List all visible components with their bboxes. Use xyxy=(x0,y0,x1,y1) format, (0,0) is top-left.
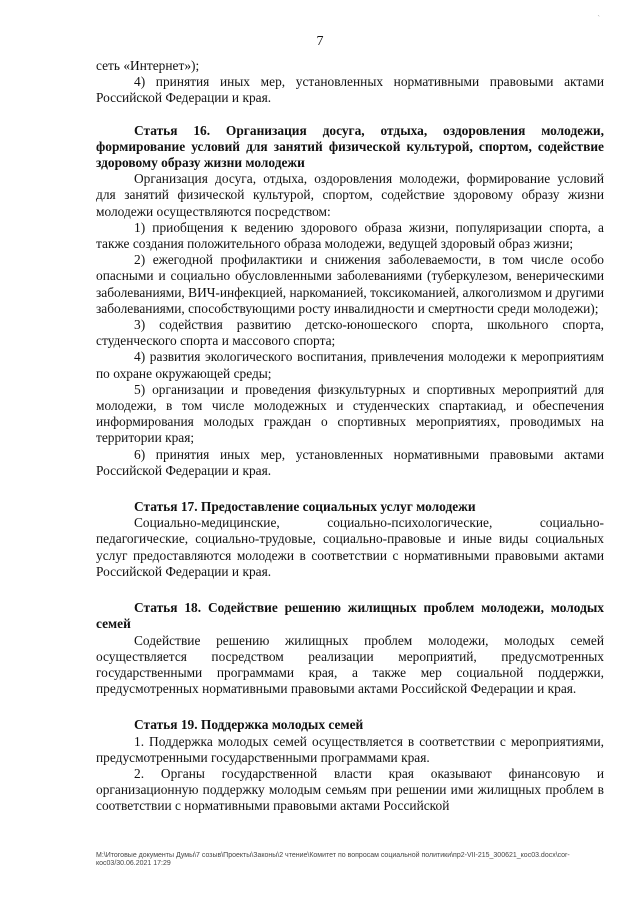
paragraph: Организация досуга, отдыха, оздоровления молодежи, формирование условий для занятий физической культурой, спортом, содействие здоровому образу жизни молодежи осуществляются посредством: xyxy=(96,171,604,219)
paragraph: 2. Органы государственной власти края оказывают финансовую и организационную поддержку молодым семьям при решении ими жилищных проблем в соответствии с нормативными правовыми актами Российской xyxy=(96,765,604,814)
paragraph: 1) приобщения к ведению здорового образа жизни, популяризации спорта, а также создания положительного образа молодежи, ведущей здоровый образ жизни; xyxy=(96,219,604,252)
paragraph: сеть «Интернет»); xyxy=(96,58,200,73)
paragraph: 2) ежегодной профилактики и снижения заболеваемости, в том числе особо опасными и социально обусловленными заболеваниями (туберкулезом, венерическими заболеваниями, ВИЧ-инфекцией, наркоманией, токсикоманией, алкоголизмом и другими заболеваниями, способствующими росту инвалидности и смертности среди молодежи); xyxy=(96,252,604,316)
paragraph: 5) организации и проведения физкультурных и спортивных мероприятий для молодежи, в том числе молодежных и студенческих спартакиад, и обеспечения информирования молодых граждан о спортивных мероприятиях, проводимых на территории края; xyxy=(96,381,604,446)
scan-mark: ` xyxy=(597,14,600,23)
article-heading: Статья 19. Поддержка молодых семей xyxy=(134,717,364,733)
paragraph: Содействие решению жилищных проблем молодежи, молодых семей осуществляется посредством реализации мероприятий, предусмотренных государственными программами края, а также мер социальной поддержки, предусмотренных нормативными правовыми актами Российской Федерации и края. xyxy=(96,632,604,697)
page-number: 7 xyxy=(316,34,324,49)
paragraph: 6) принятия иных мер, установленных нормативными правовыми актами Российской Федерации и края. xyxy=(96,446,604,478)
paragraph: 4) принятия иных мер, установленных нормативными правовыми актами Российской Федерации и края. xyxy=(96,74,604,106)
paragraph: 4) развития экологического воспитания, привлечения молодежи к мероприятиям по охране окружающей среды; xyxy=(96,349,604,381)
file-path-footer: M:\Итоговые документы Думы\7 созыв\Проекты\Законы\2 чтение\Комитет по вопросам социальной политики\пр2-VII-215_300621_кос03.docx\cor-кос03/30.06.2021 17:29 xyxy=(96,852,570,867)
paragraph: 1. Поддержка молодых семей осуществляется в соответствии с мероприятиями, предусмотренными государственными программами края. xyxy=(96,733,604,765)
article-heading: Статья 17. Предоставление социальных услуг молодежи xyxy=(134,499,476,515)
document-body xyxy=(96,58,604,815)
article-heading: Статья 18. Содействие решению жилищных проблем молодежи, молодых семей xyxy=(96,600,604,632)
paragraph: Социально-медицинские, социально-психологические, социально-педагогические, социально-трудовые, социально-правовые и иные виды социальных услуг предоставляются молодежи в соответствии с нормативными правовыми актами Российской Федерации и края. xyxy=(96,515,604,579)
paragraph: 3) содействия развитию детско-юношеского спорта, школьного спорта, студенческого спорта и массового спорта; xyxy=(96,317,604,349)
article-heading: Статья 16. Организация досуга, отдыха, оздоровления молодежи, формирование условий для занятий физической культурой, спортом, содействие здоровому образу жизни молодежи xyxy=(96,122,604,171)
